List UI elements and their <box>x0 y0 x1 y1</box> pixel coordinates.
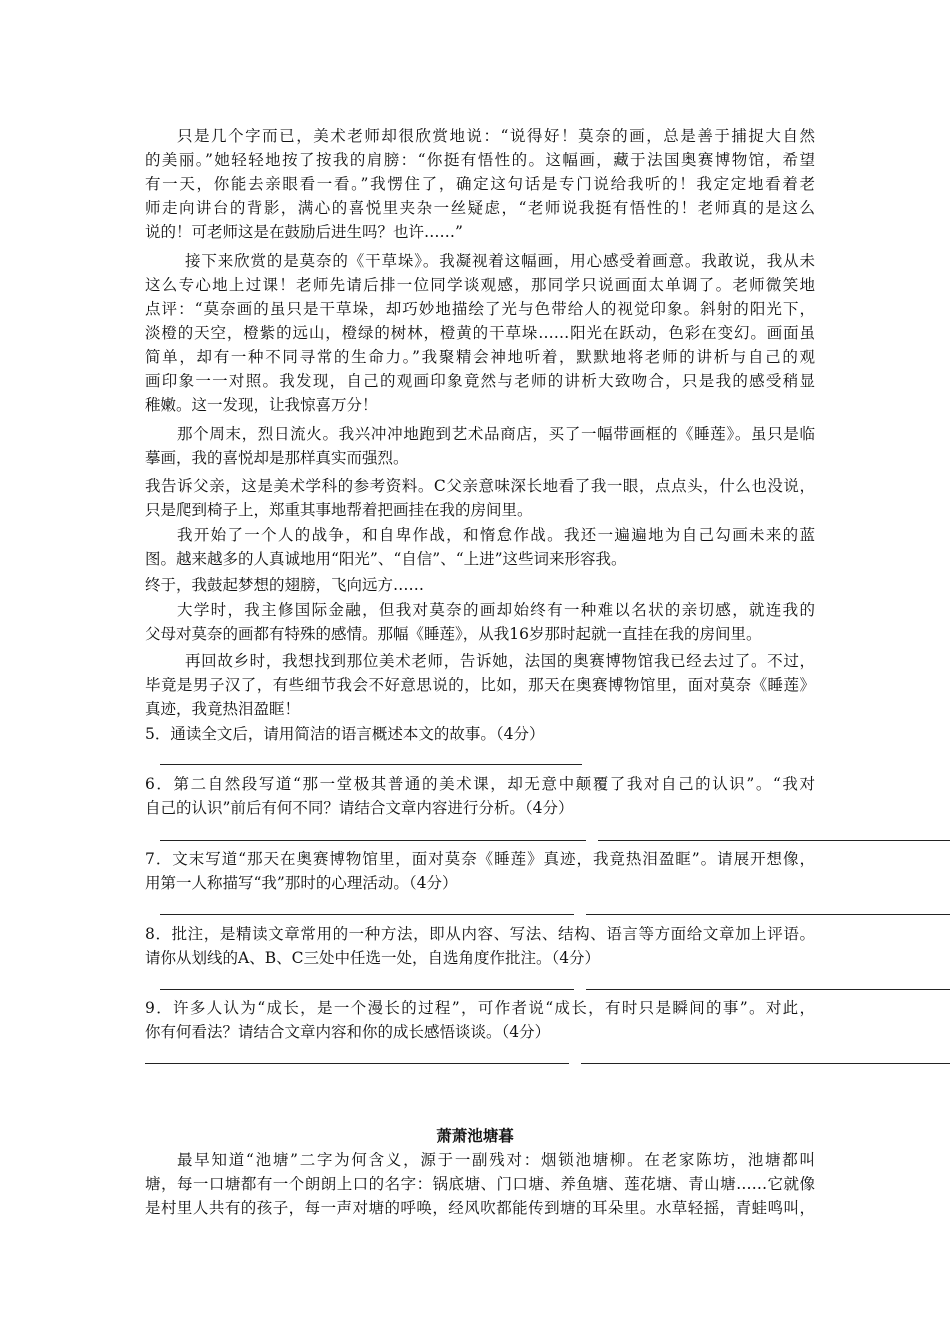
passage-line: 这么专心地上过课！老师先请后排一位同学谈观感，那同学只说画面太单调了。老师微笑地 <box>145 276 815 294</box>
question-6-line: 自己的认识”前后有何不同？请结合文章内容进行分析。（4分） <box>145 799 574 817</box>
answer-line[interactable] <box>160 914 574 915</box>
passage-line: 接下来欣赏的是莫奈的《干草垛》。我凝视着这幅画，用心感受着画意。我敢说，我从未 <box>185 252 815 270</box>
passage-line: 师走向讲台的背影，满心的喜悦里夹杂一丝疑虑，“老师说我挺有悟性的！老师真的是这么 <box>145 199 815 217</box>
answer-line[interactable] <box>145 1063 569 1064</box>
passage-line: 再回故乡时，我想找到那位美术老师，告诉她，法国的奥赛博物馆我已经去过了。不过， <box>185 652 815 670</box>
passage-line: 画印象一一对照。我发现，自己的观画印象竟然与老师的讲析大致吻合，只是我的感受稍显 <box>145 372 815 390</box>
question-8-line: 请你从划线的A、B、C三处中任选一处，自选角度作批注。（4分） <box>145 949 601 967</box>
passage-line: 有一天，你能去亲眼看一看。”我愣住了，确定这句话是专门说给我听的！我定定地看着老 <box>145 175 815 193</box>
answer-line[interactable] <box>581 1063 950 1064</box>
question-5: 5．通读全文后，请用简洁的语言概述本文的故事。（4分） <box>145 725 545 743</box>
passage-line: 毕竟是男子汉了，有些细节我会不好意思说的，比如，那天在奥赛博物馆里，面对莫奈《睡莲》 <box>145 676 815 694</box>
passage-line: 简单，却有一种不同寻常的生命力。”我聚精会神地听着，默默地将老师的讲析与自己的观 <box>145 348 815 366</box>
passage-line: 稚嫩。这一发现，让我惊喜万分！ <box>145 396 378 414</box>
article-title: 萧萧池塘暮 <box>436 1126 514 1145</box>
article-line: 塘，每一口塘都有一个朗朗上口的名字：锅底塘、门口塘、养鱼塘、莲花塘、青山塘……它就像 <box>145 1175 815 1193</box>
question-9-line: 9．许多人认为“成长，是一个漫长的过程”，可作者说“成长，有时只是瞬间的事”。对此， <box>145 999 815 1017</box>
answer-line[interactable] <box>586 989 950 990</box>
passage-line: 父母对莫奈的画都有特殊的感情。那幅《睡莲》，从我16岁那时起就一直挂在我的房间里。 <box>145 625 762 643</box>
question-6-line: 6．第二自然段写道“那一堂极其普通的美术课，却无意中颠覆了我对自己的认识”。“我对 <box>145 775 815 793</box>
article-line: 最早知道“池塘”二字为何含义，源于一副残对：烟锁池塘柳。在老家陈坊，池塘都叫 <box>177 1151 815 1169</box>
passage-line: 我告诉父亲，这是美术学科的参考资料。C父亲意味深长地看了我一眼，点点头，什么也没说， <box>145 477 815 495</box>
passage-line: 那个周末，烈日流火。我兴冲冲地跑到艺术品商店，买了一幅带画框的《睡莲》。虽只是临 <box>177 425 815 443</box>
answer-line[interactable] <box>160 840 586 841</box>
passage-line: 真迹，我竟热泪盈眶！ <box>145 700 301 718</box>
answer-line[interactable] <box>598 840 950 841</box>
question-7-line: 7．文末写道“那天在奥赛博物馆里，面对莫奈《睡莲》真迹，我竟热泪盈眶”。请展开想像， <box>145 850 815 868</box>
passage-line: 大学时，我主修国际金融，但我对莫奈的画却始终有一种难以名状的亲切感，就连我的 <box>177 601 815 619</box>
question-9-line: 你有何看法？请结合文章内容和你的成长感悟谈谈。（4分） <box>145 1023 551 1041</box>
passage-line: 只是爬到椅子上，郑重其事地帮着把画挂在我的房间里。 <box>145 501 533 519</box>
question-7-line: 用第一人称描写“我”那时的心理活动。（4分） <box>145 874 458 892</box>
passage-line: 点评：“莫奈画的虽只是干草垛，却巧妙地描绘了光与色带给人的视觉印象。斜射的阳光下， <box>145 300 815 318</box>
passage-line: 终于，我鼓起梦想的翅膀，飞向远方…… <box>145 576 425 594</box>
passage-line: 淡橙的天空，橙紫的远山，橙绿的树林，橙黄的干草垛……阳光在跃动，色彩在变幻。画面虽 <box>145 324 815 342</box>
answer-line[interactable] <box>586 914 950 915</box>
passage-line: 说的！可老师这是在鼓励后进生吗？也许……” <box>145 223 463 241</box>
answer-line[interactable] <box>160 764 582 765</box>
passage-line: 只是几个字而已，美术老师却很欣赏地说：“说得好！莫奈的画，总是善于捕捉大自然 <box>177 127 815 145</box>
passage-line: 摹画，我的喜悦却是那样真实而强烈。 <box>145 449 409 467</box>
question-8-line: 8．批注，是精读文章常用的一种方法，即从内容、写法、结构、语言等方面给文章加上评语。 <box>145 925 815 943</box>
answer-line[interactable] <box>160 989 574 990</box>
passage-line: 我开始了一个人的战争，和自卑作战，和惰怠作战。我还一遍遍地为自己勾画未来的蓝 <box>177 526 815 544</box>
passage-line: 的美丽。”她轻轻地按了按我的肩膀：“你挺有悟性的。这幅画，藏于法国奥赛博物馆，希望 <box>145 151 815 169</box>
passage-line: 图。越来越多的人真诚地用“阳光”、“自信”、“上进”这些词来形容我。 <box>145 550 627 568</box>
article-line: 是村里人共有的孩子，每一声对塘的呼唤，经风吹都能传到塘的耳朵里。水草轻摇，青蛙鸣叫， <box>145 1199 815 1217</box>
